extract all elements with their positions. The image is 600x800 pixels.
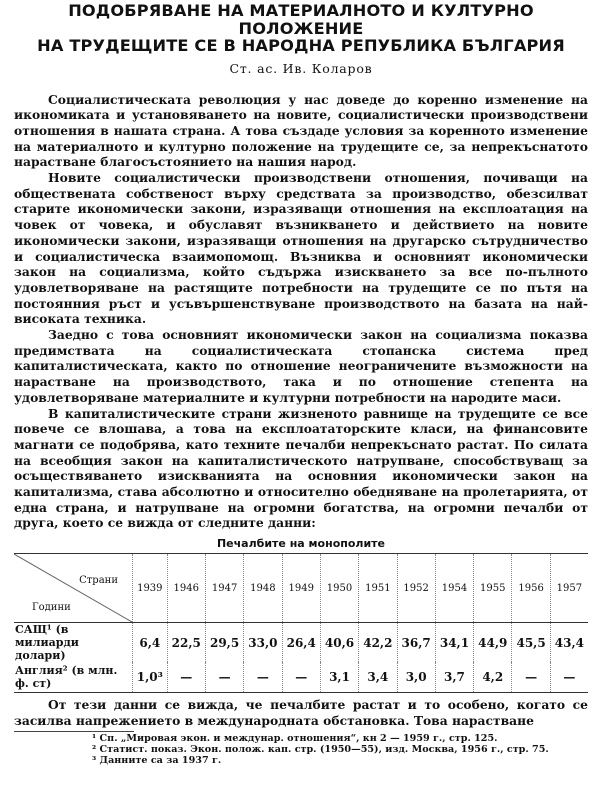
year-header: 1949 [282, 554, 320, 623]
footnote: ³ Данните са за 1937 г. [92, 754, 222, 766]
table-cell: 44,9 [474, 623, 512, 663]
table-cell: 3,1 [320, 662, 358, 693]
footnote: ² Статист. показ. Экон. полож. кап. стр. (1950—55), изд. Москва, 1956 г., стр. 75. [92, 743, 549, 755]
table-header-row [14, 554, 588, 623]
year-header: 1954 [435, 554, 473, 623]
footnote-divider [14, 731, 134, 732]
table-cell: — [282, 662, 320, 693]
year-header: 1955 [474, 554, 512, 623]
paragraph: Социалистическата революция у нас доведе до коренно изменение на икономиката и установяването на новите, социалистически производствени отношения в нашата страна. А това създаде условия за коренното изменение на материалното и културно положение на трудещите се, за непрекъснатото нарастване благосъстоянието на нашия народ. [14, 91, 588, 170]
table-cell: 1,0³ [133, 662, 168, 693]
paragraph: В капиталистическите страни жизненото равнище на трудещите се все повече се влошава, а това на експлоататорските класи, на финансовите магнати се подобрява, като техните печалби непрекъснато растат. По силата на всеобщия закон на капиталистическото натрупване, способствуващ за осъществяването изискванията на основния икономически закон на капитализма, става абсолютно и относително обедняване на пролетарията, от една страна, и натрупване на огромни богатства, на огромни печалби от друга, което се вижда от следните данни: [14, 405, 588, 531]
closing-text [14, 697, 588, 728]
article-title-line-2: НА ТРУДЕЩИТЕ СЕ В НАРОДНА РЕПУБЛИКА БЪЛГАРИЯ [37, 36, 565, 55]
paragraph: Заедно с това основният икономически закон на социализма показва предимствата на социалистическата стопанска система пред капиталистическата, както по отношение неограничените възможности на нарастване на производството, така и по отношение степента на удовлетворяване материалните и културни потребности на народите маси. [14, 327, 588, 405]
year-header: 1950 [320, 554, 358, 623]
table-cell: 26,4 [282, 623, 320, 663]
year-header: 1956 [512, 554, 550, 623]
corner-country-label: Страни [79, 575, 118, 587]
year-header: 1952 [397, 554, 435, 623]
year-header: 1939 [133, 554, 168, 623]
table-cell: 33,0 [244, 623, 282, 663]
table-cell: 42,2 [359, 623, 397, 663]
year-header: 1951 [359, 554, 397, 623]
table-cell: — [167, 662, 205, 693]
table-row-usa [14, 623, 588, 663]
table-title: Печалбите на монополите [216, 537, 386, 551]
table-cell: — [550, 662, 588, 693]
article-title-line-1: ПОДОБРЯВАНЕ НА МАТЕРИАЛНОТО И КУЛТУРНО ПОЛОЖЕНИЕ [68, 1, 534, 38]
year-header: 1957 [550, 554, 588, 623]
footnote: ¹ Сп. „Мировая экон. и междунар. отношения“, кн 2 — 1959 г., стр. 125. [92, 732, 498, 744]
table-cell: 34,1 [435, 623, 473, 663]
table-row-england [14, 662, 588, 693]
year-header: 1946 [167, 554, 205, 623]
article-author: Ст. ас. Ив. Коларов [229, 60, 373, 76]
year-header: 1948 [244, 554, 282, 623]
article-body [14, 92, 588, 532]
article-title [14, 2, 588, 55]
row-label-usa: САЩ¹ (в милиарди долари) [15, 623, 79, 663]
footnotes [14, 733, 588, 766]
corner-years-label: Години [32, 602, 71, 614]
paragraph: Новите социалистически производствени отношения, почиващи на обществената собственост върху средствата за производство, обезсилват старите икономически закони, изразяващи отношения на експлоатация на човек от човека, и обуславят възникването и действието на новите икономически закони, изразяващи отношения на другарско сътрудничество и социалистическа взаимопомощ. Възниква и основният икономически закон на социализма, който съдържа изискването за все по-пълното удовлетворяване на растящите потребности на трудещите се по пътя на постоянния ръст и усъвършенствуване производството на базата на най-високата техника. [14, 170, 588, 327]
table-cell: 3,0 [397, 662, 435, 693]
table-cell: 36,7 [397, 623, 435, 663]
table-cell: 43,4 [550, 623, 588, 663]
paragraph: От тези данни се вижда, че печалбите растат и то особено, когато се засилва напрежението в международната обстановка. Това нарастване [14, 697, 588, 728]
table-cell: 22,5 [167, 623, 205, 663]
table-corner-cell [14, 554, 133, 623]
table-cell: 40,6 [320, 623, 358, 663]
table-cell: 4,2 [474, 662, 512, 693]
year-header: 1947 [205, 554, 243, 623]
table-cell: 29,5 [205, 623, 243, 663]
row-label-england: Англия² (в млн. ф. ст) [15, 664, 118, 691]
table-cell: 3,7 [435, 662, 473, 693]
table-cell: 6,4 [133, 623, 168, 663]
table-cell: — [205, 662, 243, 693]
table-cell: 3,4 [359, 662, 397, 693]
table-cell: — [244, 662, 282, 693]
table-cell: — [512, 662, 550, 693]
monopoly-profits-table [14, 553, 588, 693]
table-cell: 45,5 [512, 623, 550, 663]
